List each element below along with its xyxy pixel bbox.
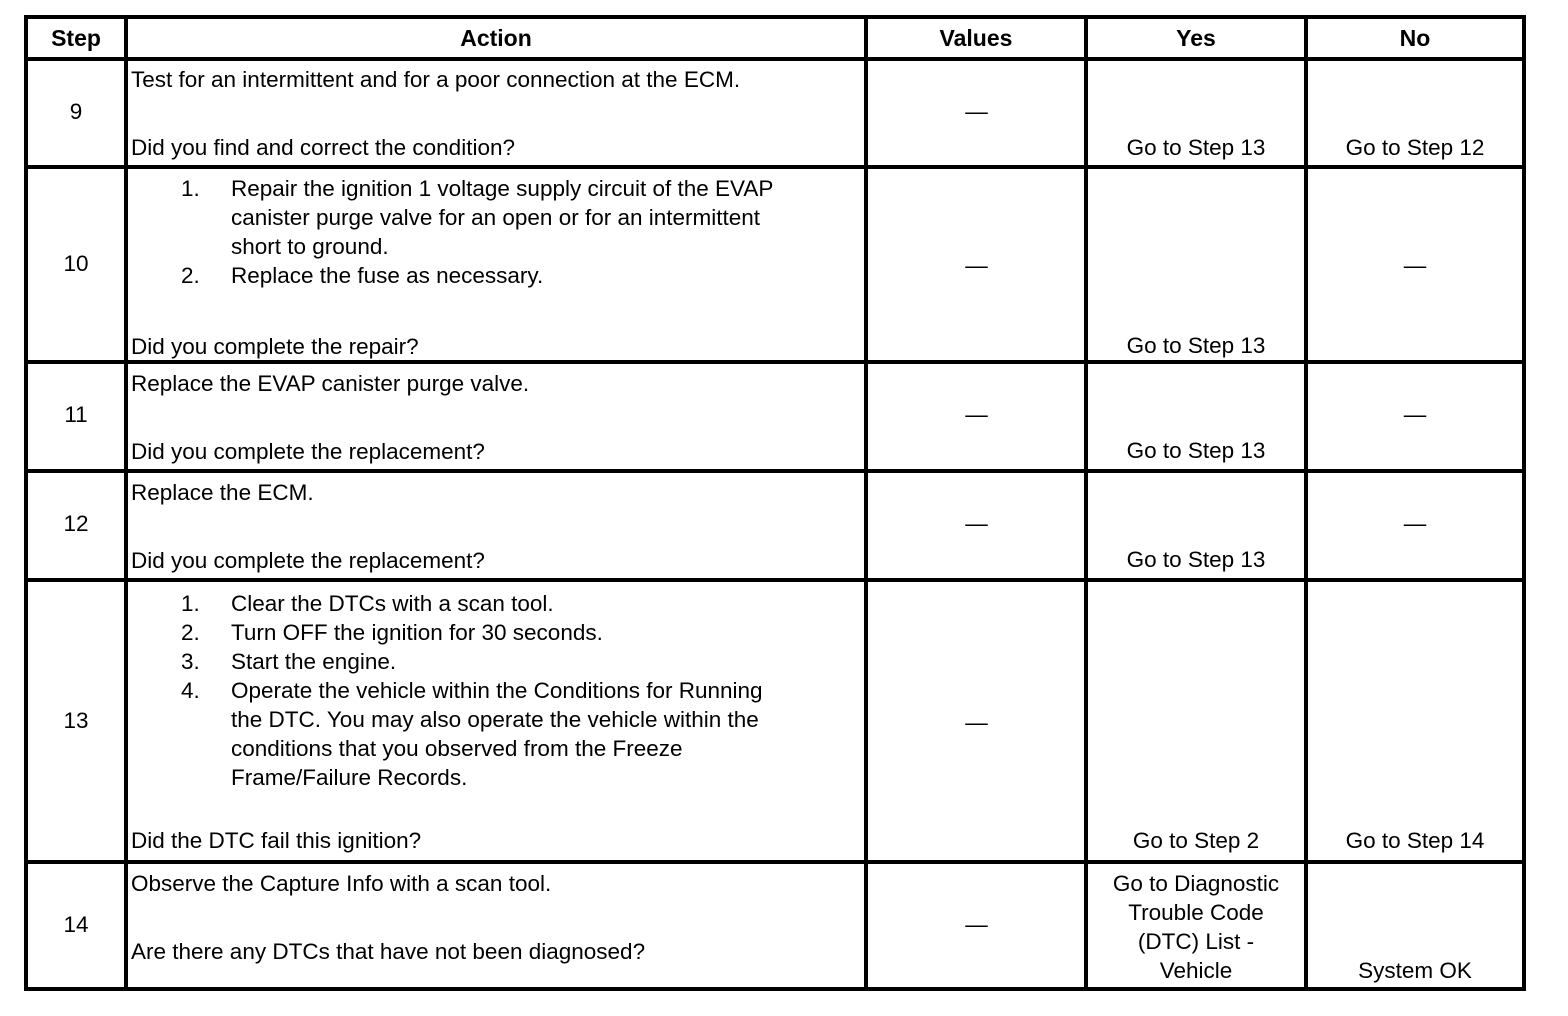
action-question: Did you complete the replacement?: [131, 439, 485, 464]
no-cell: Go to Step 12: [1345, 135, 1485, 160]
no-cell: —: [1403, 402, 1427, 427]
values-cell: —: [965, 253, 988, 278]
list-item: [131, 174, 773, 261]
list-item: [131, 676, 763, 792]
list-line: Operate the vehicle within the Conditions for Running: [231, 678, 763, 703]
step-number: 13: [63, 708, 89, 733]
yes-cell: Go to Step 2: [1132, 828, 1260, 853]
header-no: No: [1399, 25, 1431, 51]
values-cell: —: [965, 912, 988, 937]
no-cell: —: [1403, 511, 1427, 536]
list-line: short to ground.: [231, 234, 389, 259]
list-line: Repair the ignition 1 voltage supply circuit of the EVAP: [231, 176, 774, 201]
values-cell: —: [965, 402, 988, 427]
yes-line: Trouble Code: [1128, 900, 1264, 925]
header-action: Action: [460, 25, 532, 51]
action-text: Replace the ECM.: [131, 480, 314, 505]
list-line: Replace the fuse as necessary.: [231, 263, 544, 288]
action-question: Did you complete the repair?: [131, 334, 419, 359]
table-row: [28, 864, 1522, 987]
action-question: Did you complete the replacement?: [131, 548, 485, 573]
yes-line: (DTC) List -: [1137, 929, 1255, 954]
table-row: [28, 473, 1522, 578]
yes-cell: Go to Step 13: [1126, 438, 1266, 463]
step-number: 14: [63, 912, 89, 937]
values-cell: —: [965, 710, 988, 735]
yes-line: Go to Diagnostic: [1112, 871, 1280, 896]
step-number: 11: [64, 402, 88, 427]
list-number: 1.: [181, 176, 200, 201]
header-step: Step: [51, 25, 101, 51]
list-line: canister purge valve for an open or for an intermittent: [231, 205, 761, 230]
list-line: Clear the DTCs with a scan tool.: [231, 591, 554, 616]
yes-line: Vehicle: [1159, 958, 1233, 983]
action-question: Did the DTC fail this ignition?: [131, 828, 422, 853]
list-line: conditions that you observed from the Freeze: [231, 736, 683, 761]
step-number: 10: [63, 251, 89, 276]
list-number: 1.: [181, 591, 200, 616]
values-cell: —: [965, 99, 988, 124]
list-number: 4.: [181, 678, 200, 703]
table-row: [28, 582, 1522, 860]
action-text: Observe the Capture Info with a scan tool.: [131, 871, 552, 896]
action-text: Replace the EVAP canister purge valve.: [131, 371, 530, 396]
diagnostic-table: [24, 15, 1526, 991]
list-number: 3.: [181, 649, 200, 674]
list-item: [131, 647, 763, 676]
list-line: the DTC. You may also operate the vehicle within the: [231, 707, 759, 732]
list-line: Start the engine.: [231, 649, 397, 674]
list-line: Turn OFF the ignition for 30 seconds.: [231, 620, 603, 645]
header-row: [28, 19, 1522, 57]
list-item: [131, 589, 763, 618]
yes-cell: Go to Step 13: [1126, 547, 1266, 572]
yes-cell: Go to Step 13: [1126, 135, 1266, 160]
action-text: Test for an intermittent and for a poor connection at the ECM.: [131, 67, 741, 92]
no-cell: —: [1403, 253, 1427, 278]
no-cell: System OK: [1358, 958, 1472, 983]
table-row: [28, 169, 1522, 360]
yes-cell: Go to Step 13: [1126, 333, 1266, 358]
step-number: 12: [63, 511, 89, 536]
values-cell: —: [965, 511, 988, 536]
list-number: 2.: [181, 620, 200, 645]
list-number: 2.: [181, 263, 200, 288]
yes-cell: [1088, 869, 1304, 985]
list-line: Frame/Failure Records.: [231, 765, 468, 790]
action-steps-list: [131, 174, 773, 290]
table-row: [28, 61, 1522, 165]
action-question: Did you find and correct the condition?: [131, 135, 515, 160]
table-row: [28, 364, 1522, 469]
list-item: [131, 618, 763, 647]
no-cell: Go to Step 14: [1345, 828, 1485, 853]
step-number: 9: [69, 99, 83, 124]
header-yes: Yes: [1176, 25, 1216, 51]
action-steps-list: [131, 589, 763, 792]
header-values: Values: [939, 25, 1013, 51]
action-question: Are there any DTCs that have not been diagnosed?: [131, 939, 646, 964]
list-item: [131, 261, 773, 290]
